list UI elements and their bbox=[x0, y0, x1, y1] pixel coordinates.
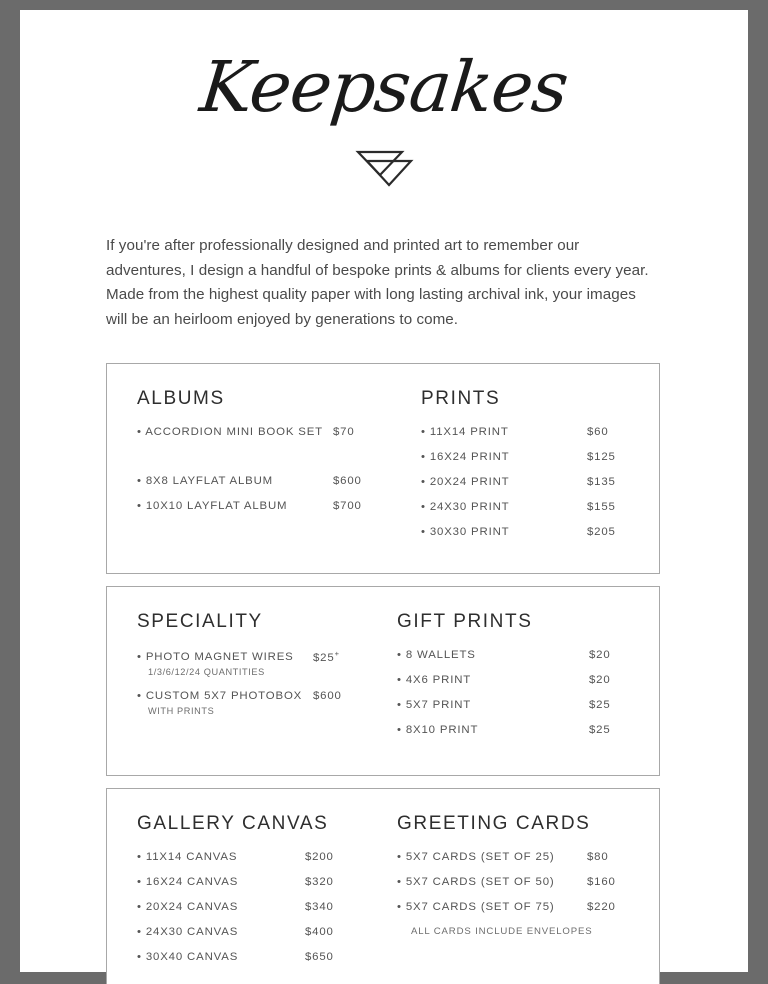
item-label: • 16X24 CANVAS bbox=[137, 875, 239, 888]
item-label: • 16X24 PRINT bbox=[421, 450, 510, 463]
item-label: • 5X7 CARDS (SET OF 75) bbox=[397, 900, 555, 913]
section-prints bbox=[407, 388, 659, 551]
item-price: $70 bbox=[333, 425, 355, 438]
section-title-speciality: SPECIALITY bbox=[137, 610, 263, 632]
item-price: $200 bbox=[305, 850, 334, 863]
item-price: $25 bbox=[589, 698, 611, 711]
item-price bbox=[313, 649, 365, 664]
item-price: $80 bbox=[587, 850, 609, 863]
section-title-gallery-canvas: GALLERY CANVAS bbox=[137, 812, 329, 834]
intro-paragraph: If you're after professionally designed and printed art to remember our adventures, I design a handful of bespoke prints & albums for clients every year. Made from the highest quality paper with long lasting archival ink, your images will be an heirloom enjoyed by generations to come. bbox=[106, 237, 649, 328]
item-label: • 20X24 PRINT bbox=[421, 475, 510, 488]
item-label: • 30X30 PRINT bbox=[421, 525, 510, 538]
item-list-albums bbox=[137, 426, 389, 512]
pricing-box-albums-prints bbox=[106, 363, 660, 574]
item-label: • 8X8 LAYFLAT ALBUM bbox=[137, 474, 273, 487]
price-row bbox=[397, 649, 641, 661]
price-row bbox=[421, 501, 641, 513]
item-price: $25 bbox=[589, 723, 611, 736]
item-label: • 20X24 CANVAS bbox=[137, 900, 239, 913]
section-title-albums: ALBUMS bbox=[137, 387, 225, 409]
item-label: • 24X30 CANVAS bbox=[137, 925, 239, 938]
price-row bbox=[137, 876, 365, 888]
item-price: $600 bbox=[313, 690, 342, 703]
price-row bbox=[137, 926, 365, 938]
pricing-box-speciality-gift bbox=[106, 586, 660, 776]
section-title-gift-prints: GIFT PRINTS bbox=[397, 610, 533, 632]
item-price-value: $25 bbox=[313, 651, 335, 664]
price-row bbox=[421, 451, 641, 463]
price-row bbox=[397, 901, 641, 913]
item-price: $320 bbox=[305, 875, 334, 888]
price-row bbox=[397, 876, 641, 888]
item-list-gallery-canvas bbox=[137, 851, 365, 963]
section-greeting-cards bbox=[383, 813, 659, 976]
pricing-boxes bbox=[20, 363, 748, 984]
item-price-plus: + bbox=[334, 648, 340, 658]
double-triangle-logo-icon bbox=[354, 148, 414, 190]
logo-container bbox=[20, 148, 748, 190]
price-row bbox=[397, 724, 641, 736]
section-speciality bbox=[107, 611, 383, 753]
price-row bbox=[137, 951, 365, 963]
price-list-page bbox=[20, 10, 748, 972]
item-label: • 24X30 PRINT bbox=[421, 500, 510, 513]
item-label: • 8X10 PRINT bbox=[397, 723, 479, 736]
item-label: • 5X7 CARDS (SET OF 25) bbox=[397, 850, 555, 863]
item-label: • 11X14 PRINT bbox=[421, 425, 509, 438]
price-row bbox=[421, 526, 641, 538]
item-label: • 10X10 LAYFLAT ALBUM bbox=[137, 499, 288, 512]
greeting-cards-note: ALL CARDS INCLUDE ENVELOPES bbox=[411, 925, 593, 937]
item-list-greeting-cards bbox=[397, 851, 641, 937]
item-list-gift-prints bbox=[397, 649, 641, 736]
item-price: $220 bbox=[587, 900, 616, 913]
price-row bbox=[137, 500, 389, 512]
item-subtext: WITH PRINTS bbox=[148, 706, 215, 717]
item-price: $20 bbox=[589, 673, 611, 686]
item-price: $20 bbox=[589, 648, 611, 661]
price-row bbox=[137, 426, 389, 438]
item-price: $600 bbox=[333, 474, 362, 487]
item-price: $125 bbox=[587, 450, 616, 463]
item-list-speciality bbox=[137, 649, 365, 717]
pricing-box-canvas-cards bbox=[106, 788, 660, 984]
item-price: $160 bbox=[587, 875, 616, 888]
price-row bbox=[397, 699, 641, 711]
price-row bbox=[137, 901, 365, 913]
item-label: • ACCORDION MINI BOOK SET bbox=[137, 425, 323, 438]
item-subtext: 1/3/6/12/24 QUANTITIES bbox=[148, 667, 265, 678]
item-label: • 4X6 PRINT bbox=[397, 673, 472, 686]
price-row bbox=[397, 674, 641, 686]
item-label: • 30X40 CANVAS bbox=[137, 950, 239, 963]
price-row bbox=[421, 476, 641, 488]
price-row bbox=[137, 649, 365, 664]
item-price: $700 bbox=[333, 499, 362, 512]
section-albums bbox=[107, 388, 407, 551]
price-row bbox=[137, 690, 365, 702]
item-price: $340 bbox=[305, 900, 334, 913]
item-list-prints bbox=[421, 426, 641, 538]
section-title-greeting-cards: GREETING CARDS bbox=[397, 812, 591, 834]
item-price: $205 bbox=[587, 525, 616, 538]
item-price: $135 bbox=[587, 475, 616, 488]
item-label: • 5X7 CARDS (SET OF 50) bbox=[397, 875, 555, 888]
price-row bbox=[421, 426, 641, 438]
price-row bbox=[137, 475, 389, 487]
section-title-prints: PRINTS bbox=[421, 387, 501, 409]
section-gift-prints bbox=[383, 611, 659, 753]
price-row bbox=[137, 851, 365, 863]
item-label: • CUSTOM 5X7 PHOTOBOX bbox=[137, 690, 303, 703]
item-price: $650 bbox=[305, 950, 334, 963]
page-title: Keepsakes bbox=[196, 46, 572, 128]
item-label: • PHOTO MAGNET WIRES bbox=[137, 651, 294, 664]
item-label: • 5X7 PRINT bbox=[397, 698, 472, 711]
item-price: $155 bbox=[587, 500, 616, 513]
item-price: $400 bbox=[305, 925, 334, 938]
item-price: $60 bbox=[587, 425, 609, 438]
item-label: • 8 WALLETS bbox=[397, 648, 476, 661]
price-row bbox=[397, 851, 641, 863]
section-gallery-canvas bbox=[107, 813, 383, 976]
item-label: • 11X14 CANVAS bbox=[137, 850, 238, 863]
